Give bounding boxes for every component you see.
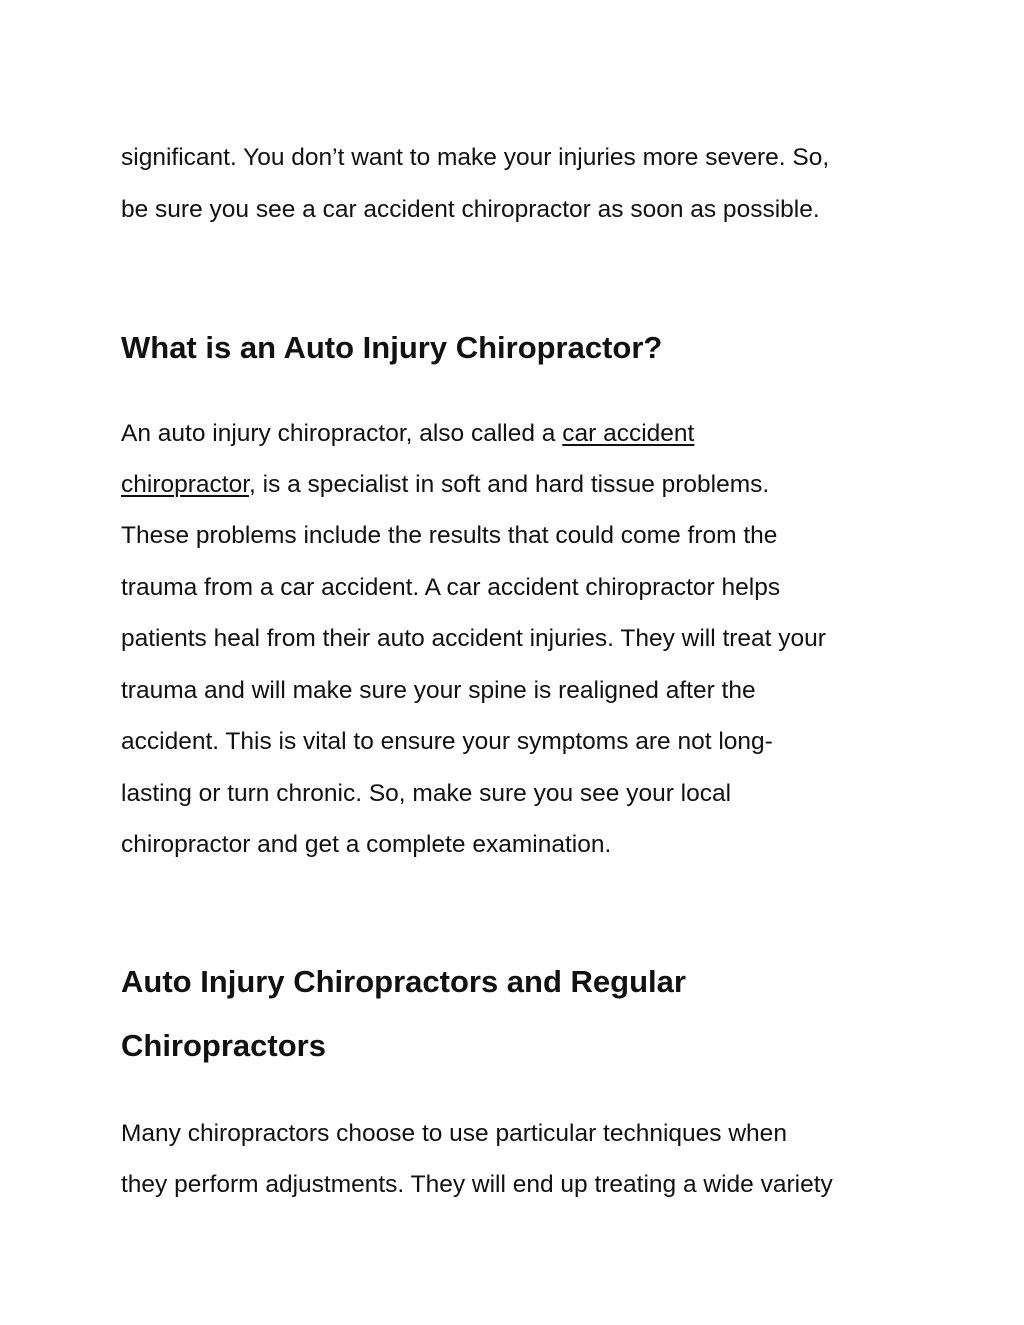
paragraph-line [121, 419, 694, 449]
paragraph-line: lasting or turn chronic. So, make sure you see your local [121, 780, 732, 807]
paragraph-line: Many chiropractors choose to use particular techniques when [121, 1120, 787, 1147]
paragraph-line: significant. You don’t want to make your injuries more severe. So, [121, 144, 830, 171]
paragraph-line: chiropractor and get a complete examination. [121, 831, 612, 858]
section-heading: Auto Injury Chiropractors and Regular [121, 964, 686, 999]
paragraph-line: trauma from a car accident. A car accident chiropractor helps [121, 574, 781, 601]
paragraph-text: An auto injury chiropractor, also called a [121, 420, 563, 447]
car-accident-chiropractor-link[interactable]: chiropractor [121, 471, 250, 498]
paragraph-line: they perform adjustments. They will end up treating a wide variety [121, 1171, 833, 1198]
paragraph-line: accident. This is vital to ensure your symptoms are not long- [121, 728, 773, 755]
car-accident-chiropractor-link[interactable]: car accident [562, 420, 695, 447]
section-heading: What is an Auto Injury Chiropractor? [121, 330, 663, 365]
paragraph-line: be sure you see a car accident chiropractor as soon as possible. [121, 196, 820, 223]
paragraph-line: patients heal from their auto accident injuries. They will treat your [121, 625, 826, 652]
section-heading: Chiropractors [121, 1028, 326, 1063]
paragraph-text: , is a specialist in soft and hard tissue problems. [249, 471, 770, 498]
paragraph-line: These problems include the results that could come from the [121, 522, 778, 549]
paragraph-line: trauma and will make sure your spine is realigned after the [121, 677, 756, 704]
paragraph-line [121, 470, 769, 500]
